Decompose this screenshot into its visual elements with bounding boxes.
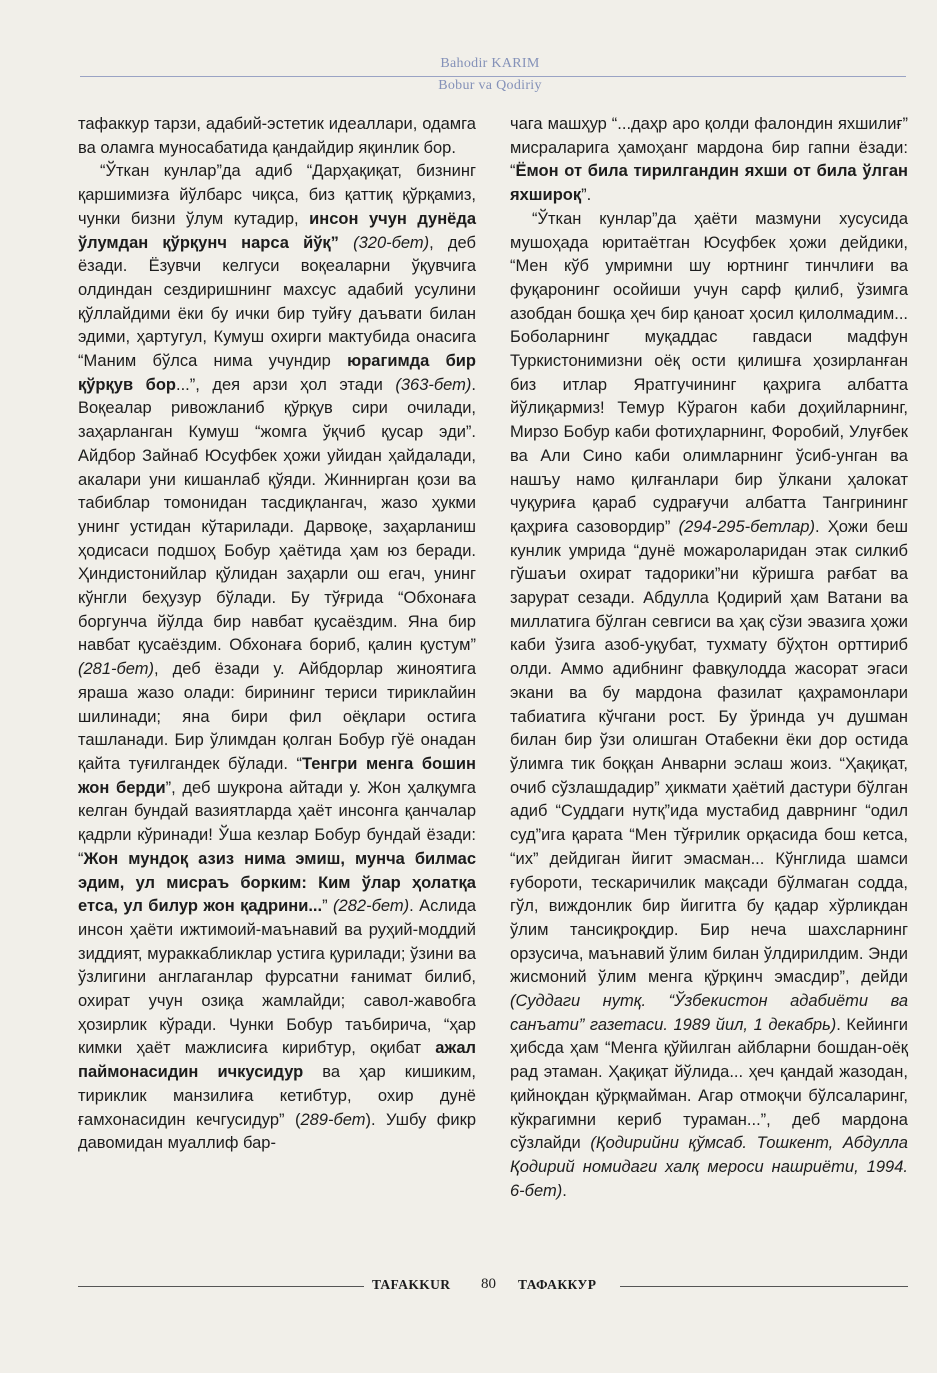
citation: (363-бет) <box>395 375 472 394</box>
text-run: тафаккур тарзи, адабий-эстетик идеаллари, одамга ва оламга муносабатида қандайдир яқинлик бор. <box>78 115 476 157</box>
text-run: “Ўткан кунлар”да ҳаёти мазмуни хусусида мушоҳада юритаётган Юсуфбек ҳожи дейдики, “Мен кўб умримни шу юртнинг тинчлиғи ва фуқаронинг осойиши учун сарф қилиб, ўзимга азобдан бошқа ҳеч бир қаноат ҳосил қилолмадим... Боболарнинг муқаддас гавдаси мадфун Туркистонимизни оёқ ости қилишға ҳозирланған биз итлар Яратгучининг қаҳрига албатта йўлиқармиз! Темур Кўрагон каби доҳийларнинг, Мирзо Бобур каби фотиҳларнинг, Форобий, Улуғбек ва Али Сино каби олимларнинг ўсиб-унган ва нашъу намо қилғанлари бир ўлкани ҳалокат чуқуриға қараб судрағучи албатта Тангрининг қаҳриға сазовордир” <box>510 209 908 536</box>
citation: (Суддаги нутқ. “Ўзбекистон адабиёти ва санъати” газетаси. 1989 йил, 1 декабрь) <box>510 992 908 1034</box>
page-footer <box>0 1276 937 1300</box>
footer-journal-latin: TAFAKKUR <box>372 1277 451 1292</box>
bold-quote: Жон мундоқ азиз нима эмиш, мунча билмас эдим, ул мисраъ борким: Ким ўлар ҳолатқа етса, ул билур жон қадрини... <box>78 849 476 916</box>
bold-quote: Ёмон от била тирилгандин яхши от била ўлган яхшироқ <box>510 162 908 205</box>
text-run: . Ҳожи беш кунлик умрида “дунё можароларидан этак силкиб гўшаъи охират тадорики”ни кўришга рағбат ва зарурат сезади. Абдулла Қодирий ҳам Ватани ва миллатига бўлган севгиси ва ҳақ сўзи эвазига ҳожи каби ўзига азоб-уқубат, тухмату бўҳтон орттириб олди. Аммо адибнинг фавқулодда жасорат эгаси экани ва бу мардона фазилат қаҳрамонлари табиатига кўчгани рост. Бу ўринда уч душман билан бир ўзи олишган Отабекни ёки дор остида ўлимга тик боққан Анварни эслаш жоиз. “Ҳақиқат, очиб сўзлашдадир” ҳикмати ҳаётий дастури бўлган адиб “Суддаги нутқ”ида мустабид даврнинг “одил суд”ига қарата “Мен тўғрилик орқасида бош кетса, “их” дейдиган йигит эмасман... Кўнглида шамси ғубороти, тескаричилик мақсади бўлмаган содда, гўл, виждонлик бир йигитга бу қадар хўрликдан ўлим тансиқроқдир. Бир неча шахсларнинг орзусича, маънавий ўлим билан ўлдирилдим. Энди жисмоний ўлим менга қўрқинч эмасдир”, дейди <box>510 517 908 987</box>
text-run: ...”, дея арзи ҳол этади <box>175 375 396 394</box>
footer-journal-cyrillic: ТАФАККУР <box>518 1277 597 1292</box>
text-run: . Аслида инсон ҳаёти ижтимоий-маънавий ва руҳий-моддий зиддият, мураккабликлар устига қурилади; ўзини ва ўзлигини англаганлар фурсатни ғанимат билиб, охират учун озиқа жамлайди; савол-жавобга ҳозирлик кўради. Чунки Бобур таъбирича, “ҳар кимки ҳаёт мажлисиға кирибтур, оқибат <box>78 897 476 1058</box>
text-run: ва ҳар кишиким, тириклик манзилиға кетибтур, охир дунё ғамхонасидин кечгусидур” ( <box>78 1063 476 1129</box>
text-run: ”. <box>581 186 592 205</box>
citation: (281-бет) <box>78 660 155 679</box>
bold-quote: инсон учун дунёда ўлумдан қўрқунч нарса йўқ” <box>78 209 477 252</box>
text-run: ”, деб шукрона айтади у. Жон ҳалқумга келган бундай вазиятларда ҳаёт инсонга қанчалар қадрли кўринади! Ўша кезлар Бобур бундай ёзади: “ <box>78 778 476 868</box>
text-run: ” <box>322 897 334 916</box>
right-column <box>510 113 908 1203</box>
bold-quote: ажал паймонасидин ичкусидур <box>78 1039 476 1082</box>
paragraph <box>510 208 908 1204</box>
footer-rule-right <box>620 1286 908 1287</box>
citation: (294-295-бетлар) <box>678 517 815 536</box>
text-run: ). Ушбу фикр давомидан муаллиф бар- <box>78 1110 476 1153</box>
paragraph <box>510 113 908 208</box>
citation: (282-бет) <box>333 897 410 916</box>
text-run: , деб ёзади у. Айбдорлар жиноятига яраша жазо олади: бирининг териси тириклайин шилинади; яна бири фил оёқлари остига ташланади. Бир ўлимдан қолган Бобур гўё онадан қайта туғилгандек бўлади. “ <box>78 660 476 773</box>
text-run: . Кейинги ҳибсда ҳам “Менга қўйилган айбларни бошдан-оёқ рад этаман. Ҳақиқат йўлида... ҳеч қандай жазодан, қийноқдан қўрқмайман. Агар отмоқчи бўлсаларинг, кўкрагимни кериб тураман...”, деб мардона сўзлайди <box>510 1015 908 1153</box>
text-run: “Ўткан кунлар”да адиб “Дарҳақиқат, бизнинг қаршимизға йўлбарс чиқса, биз қаттиқ қўрқамиз, чунки бизни ўлум кутадир, <box>78 162 476 228</box>
text-run: чага машҳур “...даҳр аро қолди фалондин яхшилиғ” мисраларига ҳамоҳанг мардона бир гапни ёзади: “ <box>510 115 908 181</box>
citation: (Қодирийни қўмсаб. Тошкент, Абдулла Қодирий номидаги халқ мероси нашриёти, 1994. 6-бет) <box>510 1134 908 1200</box>
citation: (320-бет) <box>338 233 430 252</box>
left-column <box>78 113 476 1156</box>
text-run: , деб ёзади. Ёзувчи келгуси воқеаларни ўқувчига олдиндан сездиришнинг махсус адабий усулини қўллайдими ёки бу ички бир туйғу даъвати билан эдими, ҳартугул, Кумуш охирги мактубида онасига “Маним бўлса нима учундир <box>78 233 476 371</box>
bold-quote: Тенгри менга бошин жон берди <box>78 754 476 797</box>
footer-rule-left <box>78 1286 364 1287</box>
citation: 289-бет <box>300 1110 366 1129</box>
header-rule <box>80 76 906 77</box>
header-title: Bobur va Qodiriy <box>438 78 542 93</box>
text-run: . <box>562 1181 567 1200</box>
text-run: . Воқеалар ривожланиб қўрқув сири очилади, заҳарланган Кумуш “жомга ўқчиб қусар эди”. Айдбор Зайнаб Юсуфбек ҳожи уйидан ҳайдалади, акалари уни кишанлаб қўяди. Жиннирган қози ва табиблар томонидан тасдиқлангач, жазо ҳукми унинг устидан кўтарилади. Дарвоқе, заҳарланиш ҳодисаси подшоҳ Бобур ҳаётида ҳам юз беради. Ҳиндистонийлар қўлидан заҳарли ош егач, унинг кўнгли беҳузур бўлади. Бу тўғрида “Обхонаға боргунча йўлда бир навбат қусаёздим. Яна бир навбат қусаёздим. Обхонаға бориб, қалин қустум” <box>78 375 476 655</box>
paragraph <box>78 160 476 1156</box>
bold-quote: юрагимда бир қўрқув бор <box>78 352 476 394</box>
page-number: 80 <box>481 1276 496 1292</box>
paragraph <box>78 113 476 160</box>
header-author: Bahodir KARIM <box>440 56 540 71</box>
